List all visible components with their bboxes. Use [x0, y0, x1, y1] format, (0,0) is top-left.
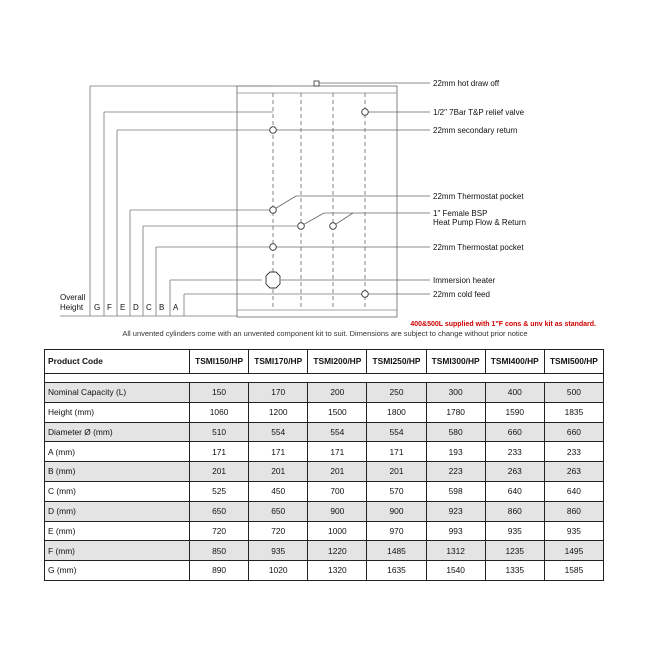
row-label: A (mm): [45, 442, 190, 462]
header-tsmi250-hp: TSMI250/HP: [367, 350, 426, 374]
table-cell: 660: [485, 422, 544, 442]
immersion-heater-port: [266, 272, 280, 288]
table-cell: 935: [544, 521, 603, 541]
table-cell: 201: [367, 462, 426, 482]
header-tsmi170-hp: TSMI170/HP: [249, 350, 308, 374]
row-label: E (mm): [45, 521, 190, 541]
dimension-letter-f: F: [107, 303, 112, 312]
table-cell: 201: [249, 462, 308, 482]
thermostat-pocket-upper-port: [270, 207, 277, 214]
label-heat-pump-flow-return: Heat Pump Flow & Return: [433, 218, 526, 227]
red-note: 400&500L supplied with 1"F cons & unv kit as standard.: [410, 321, 596, 328]
table-row: [45, 422, 604, 442]
table-cell: 1020: [249, 561, 308, 581]
table-cell: 720: [190, 521, 249, 541]
table-cell: 170: [249, 383, 308, 403]
table-cell: 1312: [426, 541, 485, 561]
row-label: Height (mm): [45, 402, 190, 422]
dimension-letter-b: B: [159, 303, 165, 312]
row-label: C (mm): [45, 481, 190, 501]
table-cell: 250: [367, 383, 426, 403]
table-cell: 1835: [544, 402, 603, 422]
table-cell: 233: [485, 442, 544, 462]
table-cell: 650: [190, 501, 249, 521]
dimension-letter-g: G: [94, 303, 101, 312]
table-cell: 171: [190, 442, 249, 462]
header-tsmi400-hp: TSMI400/HP: [485, 350, 544, 374]
cold-feed-port: [362, 291, 369, 298]
table-cell: 720: [249, 521, 308, 541]
table-cell: 890: [190, 561, 249, 581]
table-row: [45, 481, 604, 501]
overall-height-label-2: Height: [60, 303, 84, 312]
header-tsmi200-hp: TSMI200/HP: [308, 350, 367, 374]
table-cell: 554: [249, 422, 308, 442]
spec-table: [44, 349, 604, 581]
row-label: D (mm): [45, 501, 190, 521]
label-thermostat-pocket-upper: 22mm Thermostat pocket: [433, 192, 524, 201]
table-cell: 640: [485, 481, 544, 501]
table-cell: 580: [426, 422, 485, 442]
table-cell: 935: [249, 541, 308, 561]
table-row: [45, 501, 604, 521]
table-cell: 640: [544, 481, 603, 501]
dimension-letter-a: A: [173, 303, 179, 312]
table-row: [45, 541, 604, 561]
row-label: F (mm): [45, 541, 190, 561]
table-spacer-row: [45, 374, 604, 383]
table-cell: 193: [426, 442, 485, 462]
table-cell: 263: [544, 462, 603, 482]
table-row: [45, 561, 604, 581]
cylinder-body: [237, 86, 397, 317]
table-header-row: [45, 350, 604, 374]
label-thermostat-pocket-lower: 22mm Thermostat pocket: [433, 243, 524, 252]
table-cell: 850: [190, 541, 249, 561]
unvented-notice: All unvented cylinders come with an unvented component kit to suit. Dimensions are subject to change without prior notice: [122, 329, 528, 338]
table-cell: 1500: [308, 402, 367, 422]
row-label: Diameter Ø (mm): [45, 422, 190, 442]
table-row: [45, 402, 604, 422]
table-cell: 993: [426, 521, 485, 541]
label-cold-feed: 22mm cold feed: [433, 290, 490, 299]
table-cell: 1200: [249, 402, 308, 422]
table-cell: 598: [426, 481, 485, 501]
table-cell: 1780: [426, 402, 485, 422]
table-cell: 171: [367, 442, 426, 462]
table-cell: 570: [367, 481, 426, 501]
secondary-return-port: [270, 127, 277, 134]
table-cell: 233: [544, 442, 603, 462]
dimension-letter-e: E: [120, 303, 126, 312]
table-cell: 200: [308, 383, 367, 403]
table-cell: 970: [367, 521, 426, 541]
table-cell: 171: [308, 442, 367, 462]
table-cell: 500: [544, 383, 603, 403]
table-cell: 860: [485, 501, 544, 521]
heat-pump-flow-port: [298, 223, 305, 230]
label-female-bsp: 1" Female BSP: [433, 209, 488, 218]
table-cell: 900: [308, 501, 367, 521]
overall-height-label: Overall: [60, 293, 86, 302]
header-product-code: Product Code: [45, 350, 190, 374]
table-cell: 1335: [485, 561, 544, 581]
table-row: [45, 462, 604, 482]
table-cell: 1000: [308, 521, 367, 541]
table-cell: 900: [367, 501, 426, 521]
table-row: [45, 383, 604, 403]
table-cell: 1800: [367, 402, 426, 422]
relief-valve-port: [362, 109, 369, 116]
table-row: [45, 521, 604, 541]
table-spacer-cell: [45, 374, 604, 383]
header-tsmi300-hp: TSMI300/HP: [426, 350, 485, 374]
table-cell: 150: [190, 383, 249, 403]
table-cell: 1220: [308, 541, 367, 561]
thermostat-pocket-lower-port: [270, 244, 277, 251]
dimension-letter-d: D: [133, 303, 139, 312]
table-cell: 1485: [367, 541, 426, 561]
table-cell: 554: [308, 422, 367, 442]
table-cell: 554: [367, 422, 426, 442]
table-cell: 1635: [367, 561, 426, 581]
table-cell: 1585: [544, 561, 603, 581]
table-cell: 510: [190, 422, 249, 442]
table-cell: 1060: [190, 402, 249, 422]
table-cell: 223: [426, 462, 485, 482]
table-cell: 923: [426, 501, 485, 521]
row-label: B (mm): [45, 462, 190, 482]
table-cell: 1320: [308, 561, 367, 581]
header-tsmi500-hp: TSMI500/HP: [544, 350, 603, 374]
row-label: Nominal Capacity (L): [45, 383, 190, 403]
table-cell: 263: [485, 462, 544, 482]
table-cell: 860: [544, 501, 603, 521]
row-label: G (mm): [45, 561, 190, 581]
table-row: [45, 442, 604, 462]
table-cell: 400: [485, 383, 544, 403]
table-cell: 201: [308, 462, 367, 482]
table-cell: 1590: [485, 402, 544, 422]
table-cell: 1540: [426, 561, 485, 581]
table-cell: 201: [190, 462, 249, 482]
heat-pump-return-port: [330, 223, 337, 230]
hot-draw-off-outlet: [314, 81, 319, 86]
table-cell: 1495: [544, 541, 603, 561]
table-cell: 660: [544, 422, 603, 442]
label-hot-draw-off: 22mm hot draw off: [433, 79, 500, 88]
table-cell: 171: [249, 442, 308, 462]
table-cell: 935: [485, 521, 544, 541]
table-cell: 300: [426, 383, 485, 403]
table-cell: 1235: [485, 541, 544, 561]
table-cell: 700: [308, 481, 367, 501]
label-relief-valve: 1/2" 7Bar T&P relief valve: [433, 108, 525, 117]
label-secondary-return: 22mm secondary return: [433, 126, 518, 135]
table-cell: 650: [249, 501, 308, 521]
table-cell: 525: [190, 481, 249, 501]
table-cell: 450: [249, 481, 308, 501]
header-tsmi150-hp: TSMI150/HP: [190, 350, 249, 374]
label-immersion-heater: Immersion heater: [433, 276, 496, 285]
dimension-letter-c: C: [146, 303, 152, 312]
